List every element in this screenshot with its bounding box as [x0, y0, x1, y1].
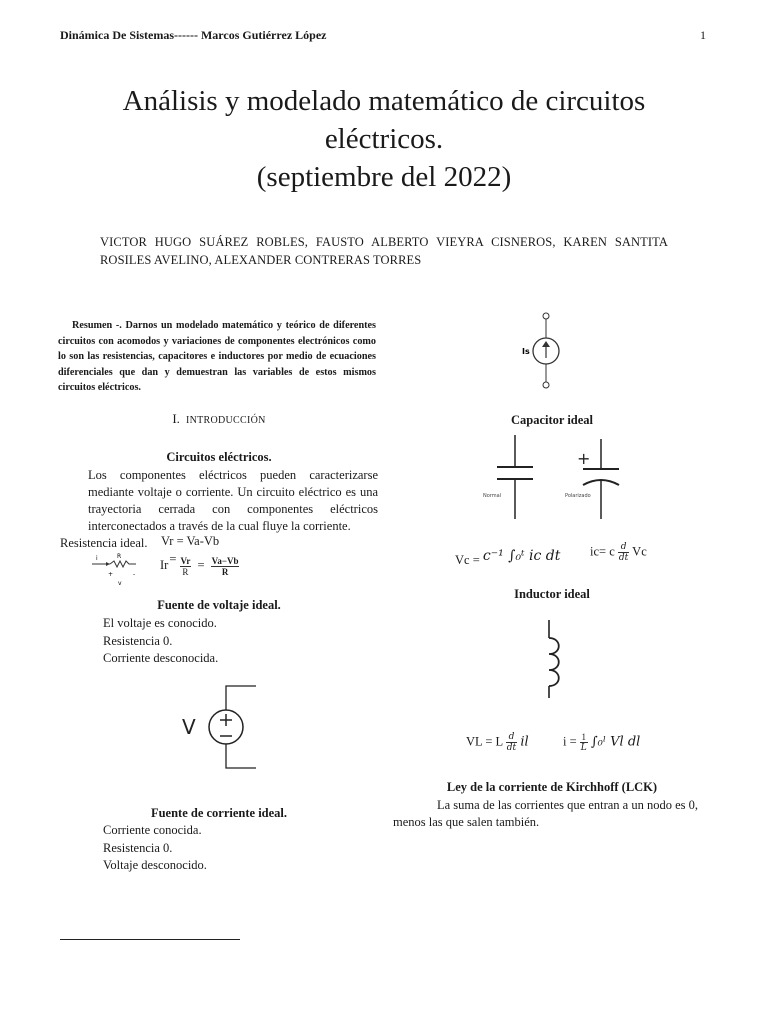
eq-vr: Vr = Va-Vb [161, 534, 220, 548]
authors: VICTOR HUGO SUÁREZ ROBLES, FAUSTO ALBERTO VIEYRA CISNEROS, KAREN SANTITA ROSILES AVELINO, ALEXANDER CONTRERAS TORRES [100, 235, 668, 267]
circuits-heading: Circuitos eléctricos. [166, 450, 272, 464]
voltage-source-item: Resistencia 0. [103, 633, 173, 648]
eq-ic: ic= c $\frac{d}{dt}$ Vc [590, 542, 647, 563]
footnote-rule [60, 939, 240, 940]
current-source-item: Resistencia 0. [103, 840, 173, 855]
inductor-heading: Inductor ideal [514, 587, 590, 601]
running-header: Dinámica De Sistemas------ Marcos Gutiérrez López [60, 28, 327, 42]
voltage-source-item: El voltaje es conocido. [103, 616, 217, 630]
section-number: I. [172, 411, 180, 426]
abstract [58, 318, 376, 396]
eq-vc-integral: c⁻¹ ∫₀ᵗ ic dt [482, 548, 561, 564]
resistor-r-label: R [117, 553, 122, 560]
capacitor-diagram [481, 431, 621, 523]
inductor-symbol [540, 618, 570, 700]
eq-ir-label: Ir [160, 558, 169, 572]
voltage-source-symbol [178, 684, 268, 774]
paper-title [60, 82, 708, 196]
current-source-list [103, 822, 207, 875]
voltage-source-list [103, 615, 218, 668]
title-line-2: eléctricos. [324, 123, 444, 155]
page-number: 1 [700, 28, 706, 42]
current-source-symbol [490, 310, 580, 392]
title-line-1: Análisis y modelado matemático de circuitos [122, 85, 646, 117]
eq-ir: Ir= $\frac{Vr}{R}$ = $\frac{Va-Vb}{R}$ [160, 552, 239, 577]
eq-ir-frac-2: $\frac{Va-Vb}{R}$ [211, 555, 239, 577]
eq-vl: VL = L $\frac{d}{dt}$ il [466, 732, 529, 753]
capacitor-polarized-label: Polarizado [565, 493, 591, 499]
current-source-item: Voltaje desconocido. [103, 858, 207, 872]
resistor-i-label: i [96, 555, 98, 562]
resistor-v-label: v [118, 580, 122, 587]
capacitor-plus: + [577, 449, 591, 468]
abstract-text: Darnos un modelado matemático y teórico de diferentes circuitos con acomodos y variaciones de componentes electrónicos como lo son las resistencias, capacitores e inductores por medio de ecuaciones diferenciales que dan y demuestran las variables de estos mismos circuitos eléctricos. [58, 320, 377, 394]
voltage-source-label: V [182, 715, 196, 739]
section-heading [60, 411, 378, 427]
voltage-source-heading: Fuente de voltaje ideal. [157, 598, 281, 612]
eq-ir-frac-1: $\frac{Vr}{R}$ [180, 555, 191, 577]
title-line-3: (septiembre del 2022) [256, 161, 512, 193]
capacitor-heading: Capacitor ideal [510, 413, 594, 427]
section-title: INTRODUCCIÓN [185, 415, 266, 426]
abstract-label: Resumen -. [72, 320, 122, 331]
resistor-diagram [88, 552, 148, 588]
resistor-heading: Resistencia ideal. [60, 536, 148, 550]
circuits-paragraph: Los componentes eléctricos pueden caracterizarse mediante voltaje o corriente. Un circuito eléctrico es una trayectoria cerrada con componentes eléctricos interconectados a través de la cual fluye la corriente. [88, 468, 378, 533]
current-source-label: Is [522, 347, 530, 356]
current-source-heading: Fuente de corriente ideal. [150, 806, 288, 820]
eq-i: i = $\frac{1}{L}$ ∫₀ˡ Vl dl [563, 732, 641, 753]
voltage-source-item: Corriente desconocida. [103, 651, 219, 665]
kirchhoff-heading: Ley de la corriente de Kirchhoff (LCK) [446, 780, 658, 794]
resistor-plus-label: + [108, 571, 114, 578]
kirchhoff-paragraph: La suma de las corrientes que entran a un nodo es 0, menos las que salen también. [393, 798, 699, 829]
capacitor-normal-label: Normal [483, 493, 502, 499]
resistor-minus-label: - [133, 571, 136, 578]
eq-vc: Vc = c⁻¹ ∫₀ᵗ ic dt [455, 548, 561, 567]
current-source-item: Corriente conocida. [103, 823, 202, 837]
